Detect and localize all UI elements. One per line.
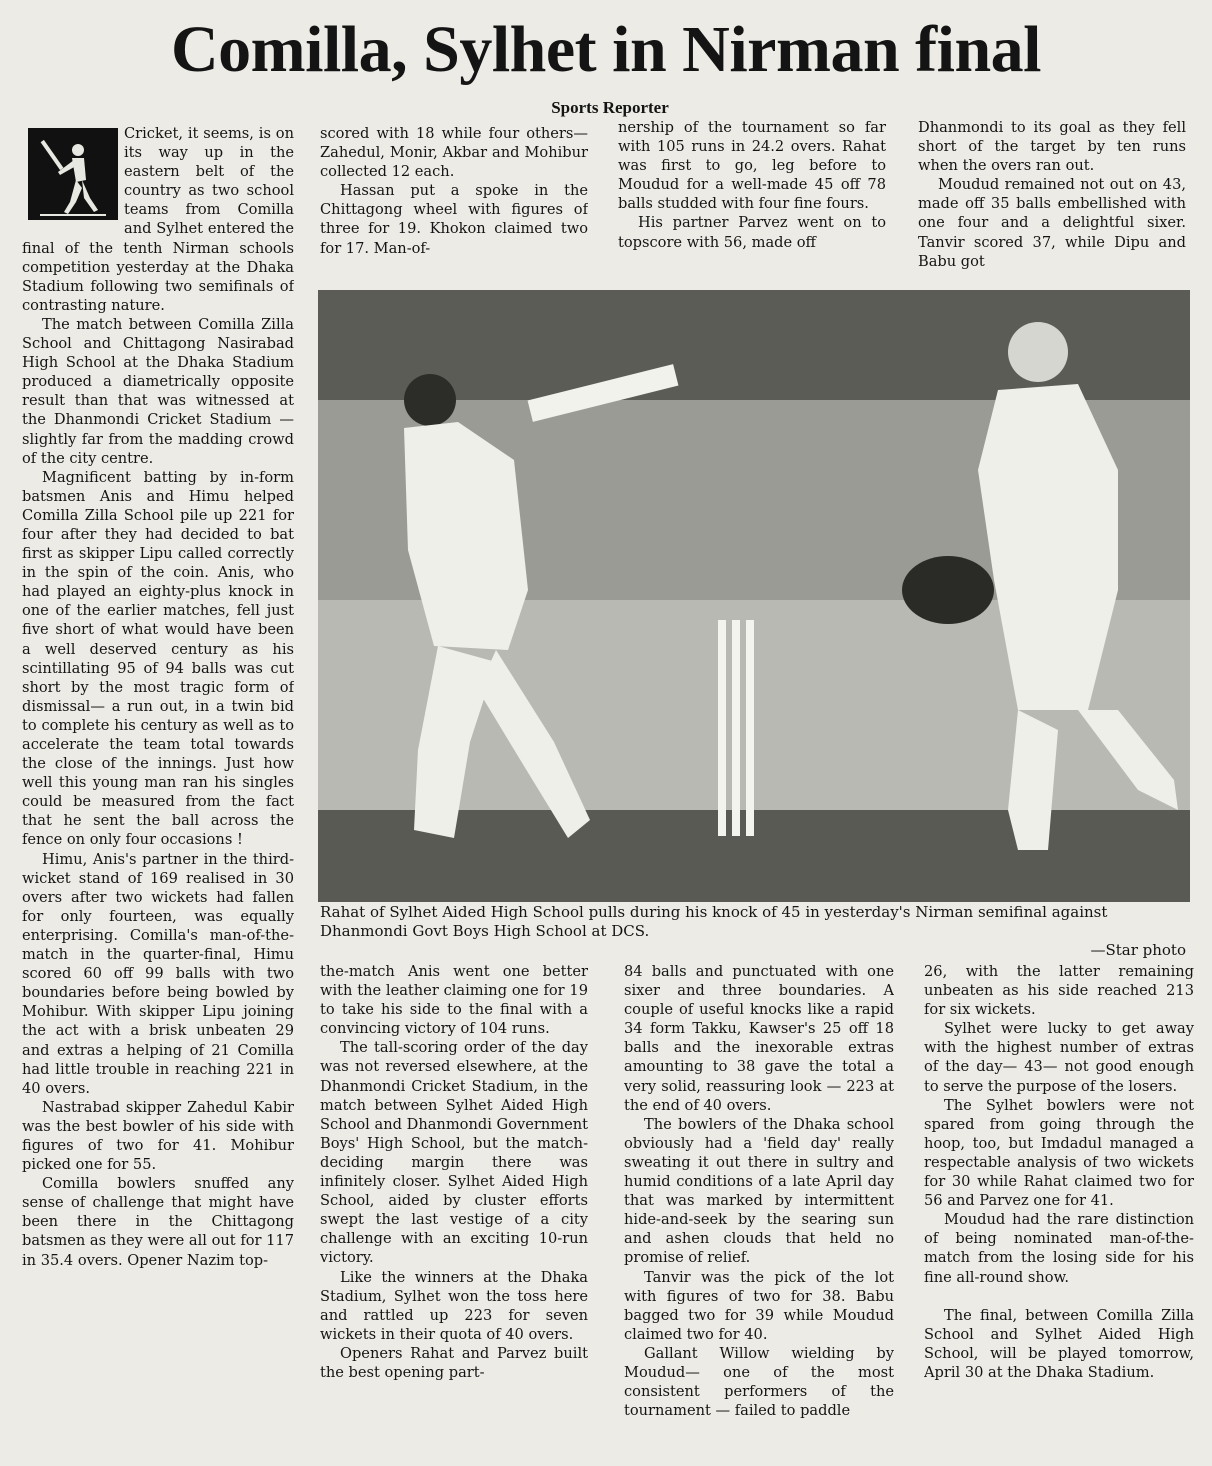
paragraph: His partner Parvez went on to topscore with 56, made off <box>618 214 886 251</box>
column-1 <box>22 124 294 1456</box>
paragraph: Openers Rahat and Parvez built the best opening part- <box>320 1344 588 1381</box>
paragraph: Hassan put a spoke in the Chittagong wheel with figures of three for 19. Khokon claimed two for 17. Man-of- <box>320 182 588 257</box>
paragraph: Moudud had the rare distinction of being nominated man-of-the-match from the losing side for his fine all-round show. <box>924 1211 1194 1286</box>
paragraph: Like the winners at the Dhaka Stadium, Sylhet won the toss here and rattled up 223 for seven wickets in their quota of 40 overs. <box>320 1268 588 1343</box>
column-4-bottom <box>924 962 1194 1456</box>
news-photo <box>318 290 1190 902</box>
column-4-top <box>918 118 1186 280</box>
byline: Sports Reporter <box>551 98 669 117</box>
column-2-bottom <box>320 962 588 1456</box>
paragraph: 84 balls and punctuated with one sixer and three boundaries. A couple of useful knocks like a rapid 34 form Takku, Kawser's 25 off 18 balls and the inexorable extras amounting to 38 gave the total a very solid, reassuring look — 223 at the end of 40 overs. <box>624 963 894 1114</box>
column-3-top <box>618 118 886 280</box>
paragraph: The tall-scoring order of the day was not reversed elsewhere, at the Dhanmondi Cricket Stadium, in the match between Sylhet Aided High School and Dhanmondi Government Boys' High School, but the match-deciding margin there was infinitely closer. Sylhet Aided High School, aided by cluster efforts swept the last vestige of a city challenge with an exciting 10-run victory. <box>320 1039 588 1267</box>
icon-wrap-spacer <box>22 124 124 224</box>
paragraph: Gallant Willow wielding by Moudud— one of the most consistent performers of the tournament — failed to paddle <box>624 1344 894 1420</box>
photo-caption <box>320 903 1186 960</box>
paragraph: The final, between Comilla Zilla School and Sylhet Aided High School, will be played tomorrow, April 30 at the Dhaka Stadium. <box>924 1306 1194 1381</box>
photo-credit: —Star photo <box>1090 941 1186 959</box>
caption-text: Rahat of Sylhet Aided High School pulls during his knock of 45 in yesterday's Nirman semifinal against Dhanmondi Govt Boys High School at DCS. <box>320 903 1108 940</box>
paragraph: Comilla bowlers snuffed any sense of challenge that might have been there in the Chittagong batsmen as they were all out for 117 in 35.4 overs. Opener Nazim top- <box>22 1175 294 1269</box>
paragraph: The Sylhet bowlers were not spared from going through the hoop, too, but Imdadul managed a respectable analysis of two wickets for 30 while Rahat claimed two for 56 and Parvez one for 41. <box>924 1096 1194 1210</box>
paragraph: Tanvir was the pick of the lot with figures of two for 38. Babu bagged two for 39 while Moudud claimed two for 40. <box>624 1268 894 1343</box>
paragraph: The match between Comilla Zilla School and Chittagong Nasirabad High School at the Dhaka Stadium produced a diametrically opposite result than that was witnessed at the Dhanmondi Cricket Stadium — slightly far from the madding crowd of the city centre. <box>22 315 294 467</box>
paragraph: Moudud remained not out on 43, made off 35 balls embellished with one four and a delightful sixer. Tanvir scored 37, while Dipu and Babu got <box>918 176 1186 270</box>
paragraph: 26, with the latter remaining unbeaten as his side reached 213 for six wickets. <box>924 963 1194 1019</box>
paragraph: The bowlers of the Dhaka school obviously had a 'field day' really sweating it out there in sultry and humid conditions of a late April day that was marked by intermittent hide-and-seek by the searing sun and ashen clouds that held no promise of relief. <box>624 1115 894 1267</box>
paragraph: Nastrabad skipper Zahedul Kabir was the best bowler of his side with figures of two for 41. Mohibur picked one for 55. <box>22 1098 294 1174</box>
paragraph: Cricket, it seems, is on its way up in the eastern belt of the country as two school teams from Comilla and Sylhet entered the final of the tenth Nirman schools competition yesterday at the Dhaka Stadium following two semifinals of contrasting nature. <box>22 125 294 314</box>
paragraph: Dhanmondi to its goal as they fell short of the target by ten runs when the overs ran out. <box>918 119 1186 175</box>
paragraph: the-match Anis went one better with the leather claiming one for 19 to take his side to the final with a convincing victory of 104 runs. <box>320 963 588 1038</box>
paragraph: nership of the tournament so far with 105 runs in 24.2 overs. Rahat was first to go, leg before to Moudud for a well-made 45 off 78 balls studded with four fine fours. <box>618 119 886 213</box>
column-2-top <box>320 124 588 280</box>
paragraph: Magnificent batting by in-form batsmen Anis and Himu helped Comilla Zilla School pile up 221 for four after they had decided to bat first as skipper Lipu called correctly in the spin of the coin. Anis, who had played an eighty-plus knock in one of the earlier matches, fell just five short of what would have been a well deserved century as his scintillating 95 of 94 balls was cut short by the most tragic form of dismissal— a run out, in a twin bid to complete his century as well as to accelerate the team total towards the close of the innings. Just how well this young man ran his singles could be measured from the fact that he sent the ball across the fence on only four occasions ! <box>22 468 294 849</box>
headline: Comilla, Sylhet in Nirman final <box>170 13 1042 86</box>
column-3-bottom <box>624 962 894 1456</box>
paragraph: Sylhet were lucky to get away with the highest number of extras of the day— 43— not good enough to serve the purpose of the losers. <box>924 1020 1194 1095</box>
paragraph: scored with 18 while four others—Zahedul, Monir, Akbar and Mohibur collected 12 each. <box>320 125 588 181</box>
paragraph: Himu, Anis's partner in the third-wicket stand of 169 realised in 30 overs after two wickets had fallen for only fourteen, was equally enterprising. Comilla's man-of-the-match in the quarter-final, Himu scored 60 off 99 balls with two boundaries before being bowled by Mohibur. With skipper Lipu joining the act with a brisk unbeaten 29 and extras a helping of 21 Comilla had little trouble in reaching 221 in 40 overs. <box>22 850 294 1097</box>
